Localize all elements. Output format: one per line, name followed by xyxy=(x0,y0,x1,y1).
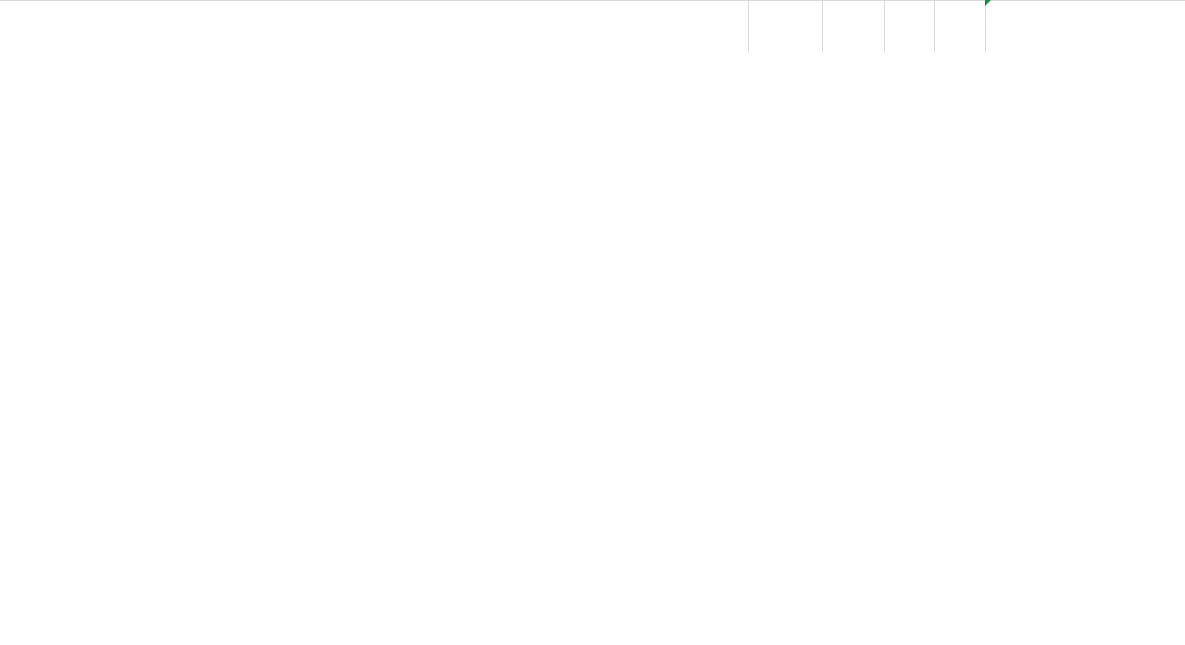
sheet-gridline xyxy=(985,0,986,52)
sheet-gridline xyxy=(748,0,749,52)
title-bar xyxy=(0,0,1185,52)
header-row-bottom xyxy=(0,74,1185,115)
monitoring-table xyxy=(0,52,1185,115)
sheet-gridline xyxy=(934,0,935,52)
header-row-top xyxy=(0,52,1185,74)
cell-comment-marker xyxy=(985,0,991,6)
sheet-gridline xyxy=(884,0,885,52)
sheet-gridline xyxy=(822,0,823,52)
